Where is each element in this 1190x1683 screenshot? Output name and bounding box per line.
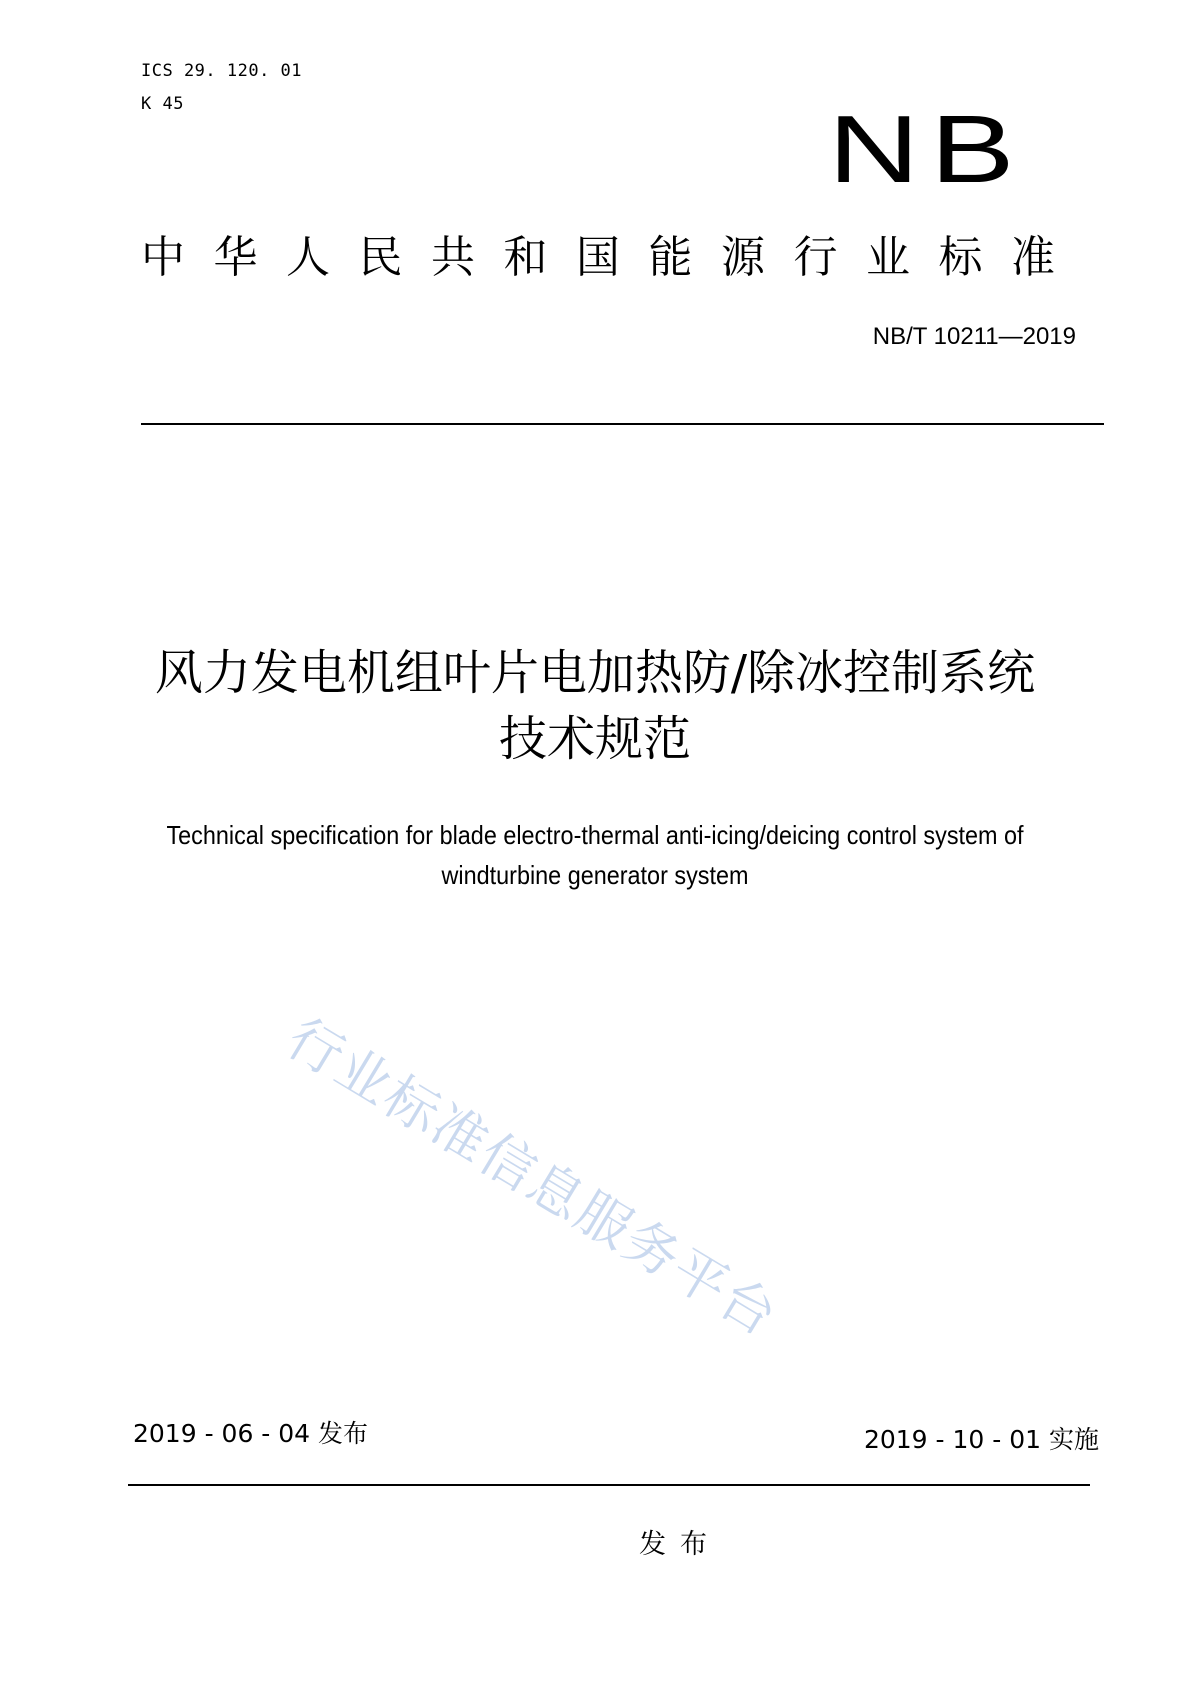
publisher: 发布 xyxy=(639,1529,721,1560)
issue-date: 2019 - 06 - 04 发布 xyxy=(133,1419,369,1448)
nb-logo: NB xyxy=(828,96,1026,203)
ccs-code: K 45 xyxy=(141,94,184,114)
chinese-title-line-2: 技术规范 xyxy=(498,711,691,767)
implementation-date: 2019 - 10 - 01 实施 xyxy=(863,1425,1099,1454)
english-title xyxy=(60,815,1131,895)
header-divider xyxy=(141,423,1104,425)
ics-code: ICS 29. 120. 01 xyxy=(141,61,303,81)
english-title-line-1: Technical specification for blade electro-thermal anti-icing/deicing control system of xyxy=(166,820,1024,850)
english-title-line-2: windturbine generator system xyxy=(441,860,749,890)
footer-divider xyxy=(128,1484,1090,1486)
chinese-title xyxy=(0,640,1190,772)
chinese-title-line-1: 风力发电机组叶片电加热防/除冰控制系统 xyxy=(154,645,1036,701)
standard-number: NB/T 10211—2019 xyxy=(872,323,1076,350)
watermark: 行业标准信息服务平台 xyxy=(276,1006,790,1349)
standard-category-title: 中华人民共和国能源行业标准 xyxy=(141,232,1084,283)
